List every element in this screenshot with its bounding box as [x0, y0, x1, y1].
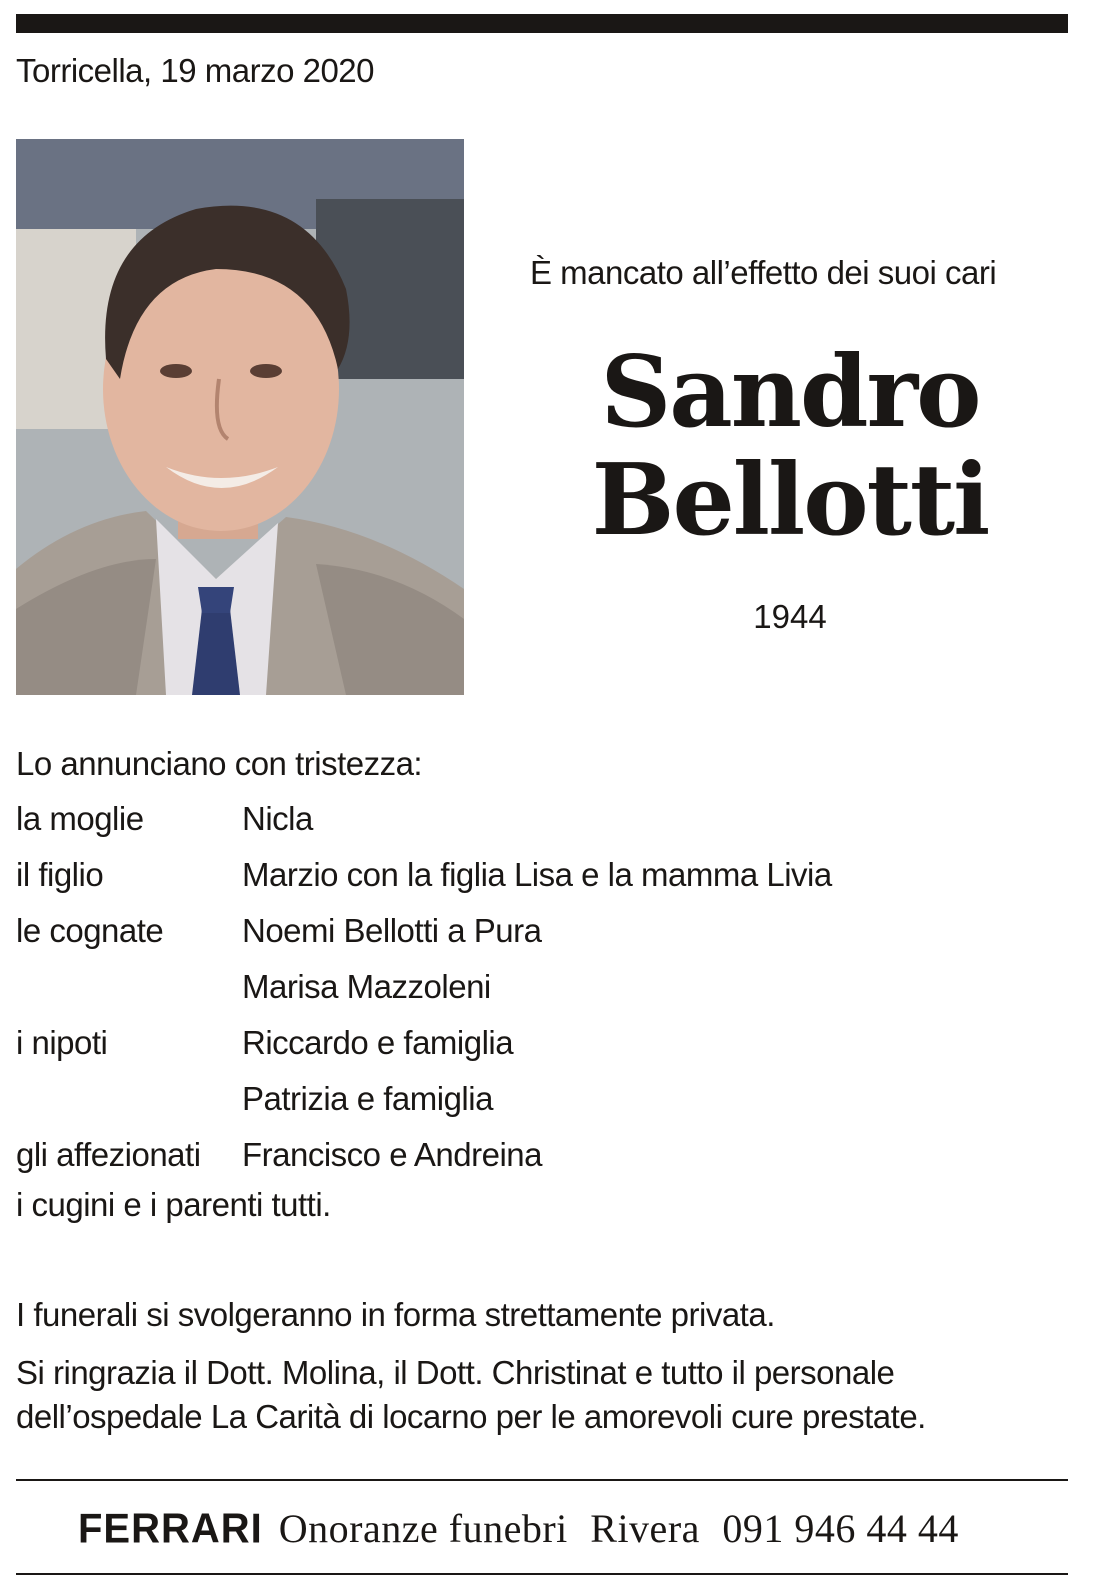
intro-text: È mancato all’effetto dei suoi cari	[530, 254, 997, 291]
mourner-row	[16, 1080, 1068, 1136]
mourner-row	[16, 1024, 1068, 1080]
mourner-row	[16, 968, 1068, 1024]
mourner-relation: le cognate	[16, 912, 164, 949]
service-name: Onoranze funebri	[278, 1506, 568, 1551]
thanks-line: dell’ospedale La Carità di locarno per le amorevoli cure prestate.	[16, 1397, 926, 1435]
mourner-names: Marisa Mazzoleni	[242, 968, 491, 1005]
thanks-line: Si ringrazia il Dott. Molina, il Dott. Christinat e tutto il personale	[16, 1354, 895, 1391]
brand-logo: FERRARI	[78, 1505, 263, 1553]
mourner-relation: la moglie	[16, 800, 144, 837]
footer-text	[279, 1505, 971, 1552]
mourner-row	[16, 856, 1068, 912]
service-phone: 091 946 44 44	[722, 1506, 959, 1551]
mourner-relation: il figlio	[16, 856, 104, 893]
funeral-note: I funerali si svolgeranno in forma strettamente privata.	[16, 1296, 775, 1333]
portrait-photo	[16, 139, 464, 695]
mourner-relation	[16, 968, 242, 1024]
service-town: Rivera	[590, 1506, 700, 1551]
footer-rule-top	[16, 1479, 1068, 1481]
mourners-list	[16, 800, 1068, 1192]
footer-rule-bottom	[16, 1573, 1068, 1575]
mourners-heading: Lo annunciano con tristezza:	[16, 745, 423, 782]
mourner-names: Marzio con la figlia Lisa e la mamma Livia	[242, 856, 832, 893]
mourner-relation: gli affezionati	[16, 1136, 201, 1173]
footer	[78, 1505, 971, 1552]
birth-year: 1944	[753, 598, 827, 635]
top-rule	[16, 14, 1068, 33]
mourner-relation: i nipoti	[16, 1024, 108, 1061]
mourner-names: Patrizia e famiglia	[242, 1080, 493, 1117]
place-date: Torricella, 19 marzo 2020	[16, 52, 375, 89]
mourner-names: Nicla	[242, 800, 313, 837]
mourners-closing: i cugini e i parenti tutti.	[16, 1186, 331, 1223]
mourner-row	[16, 912, 1068, 968]
mourner-row	[16, 1136, 1068, 1192]
mourner-relation	[16, 1080, 242, 1136]
mourner-names: Riccardo e famiglia	[242, 1024, 514, 1061]
mourner-names: Francisco e Andreina	[242, 1136, 543, 1173]
thanks-note	[16, 1351, 1068, 1438]
mourner-names: Noemi Bellotti a Pura	[242, 912, 542, 949]
deceased-first-name: Sandro	[600, 335, 980, 450]
mourner-row	[16, 800, 1068, 856]
deceased-last-name: Bellotti	[591, 443, 989, 558]
